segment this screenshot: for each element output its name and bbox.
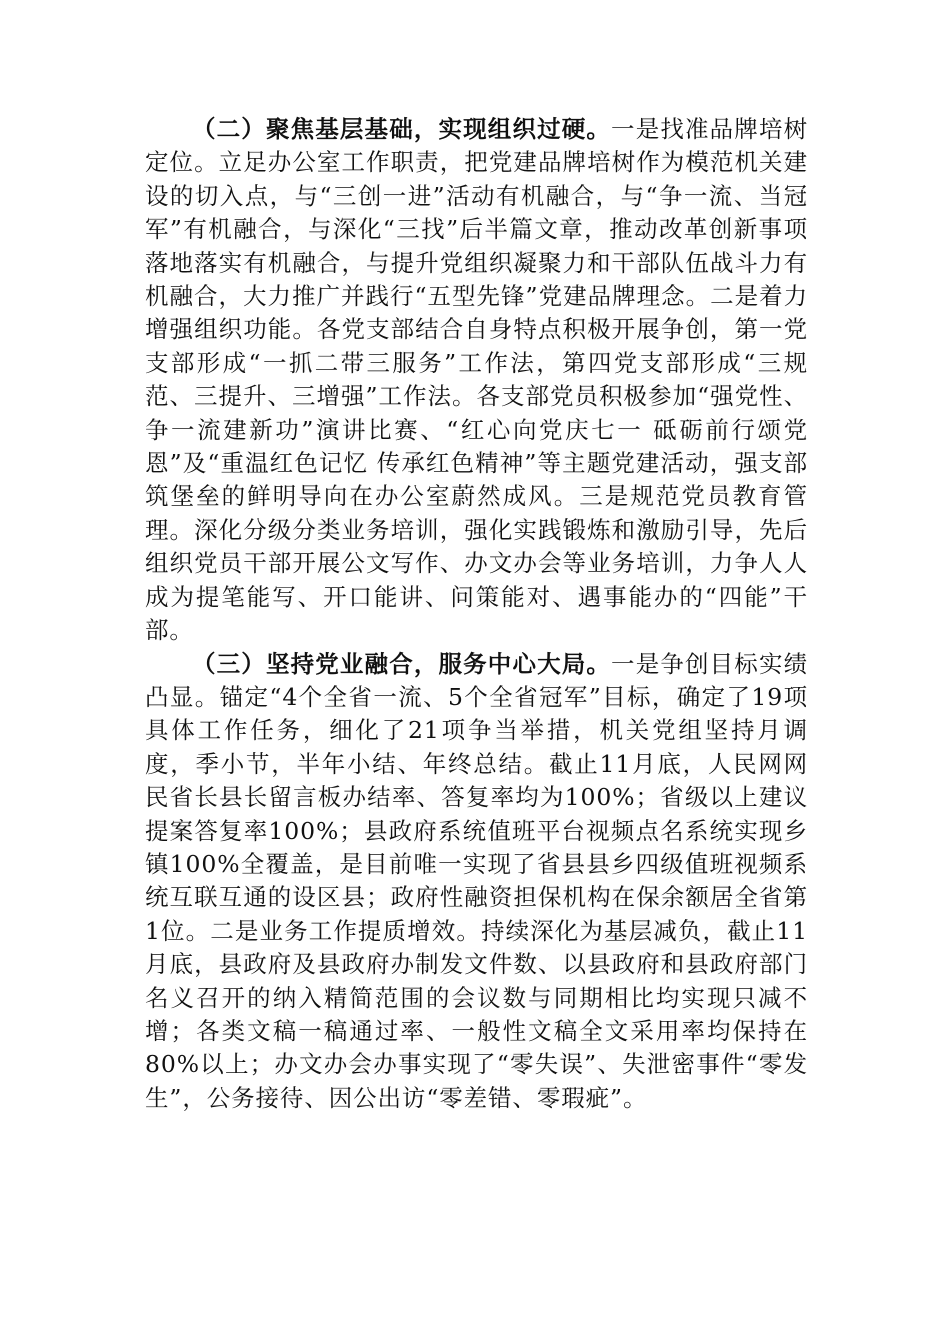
- paragraph-integration: [145, 648, 808, 1116]
- document-body: [145, 113, 808, 1115]
- paragraph-text: 一是争创目标实绩凸显。锚定“4个全省一流、5个全省冠军”目标，确定了19项具体工作任务，细化了21项争当举措，机关党组坚持月调度，季小节，半年小结、年终总结。截止11月底，人民网网民省长县长留言板办结率、答复率均为100%；省级以上建议提案答复率100%；县政府系统值班平台视频点名系统实现乡镇100%全覆盖，是目前唯一实现了省县县乡四级值班视频系统互联互通的设区县；政府性融资担保机构在保余额居全省第1位。二是业务工作提质增效。持续深化为基层减负，截止11月底，县政府及县政府办制发文件数、以县政府和县政府部门名义召开的纳入精简范围的会议数与同期相比均实现只减不增；各类文稿一稿通过率、一般性文稿全文采用率均保持在80%以上；办文办会办事实现了“零失误”、失泄密事件“零发生”，公务接待、因公出访“零差错、零瑕疵”。: [145, 649, 808, 1112]
- paragraph-organization: [145, 113, 808, 648]
- paragraph-heading: （三）坚持党业融合，服务中心大局。: [192, 649, 612, 678]
- paragraph-heading: （二）聚焦基层基础，实现组织过硬。: [192, 115, 612, 143]
- paragraph-text: 一是找准品牌培树定位。立足办公室工作职责，把党建品牌培树作为模范机关建设的切入点，与“三创一进”活动有机融合，与“争一流、当冠军”有机融合，与深化“三找”后半篇文章，推动改革创新事项落地落实有机融合，与提升党组织凝聚力和干部队伍战斗力有机融合，大力推广并践行“五型先锋”党建品牌理念。二是着力增强组织功能。各党支部结合自身特点积极开展争创，第一党支部形成“一抓二带三服务”工作法，第四党支部形成“三规范、三提升、三增强”工作法。各支部党员积极参加“强党性、争一流建新功”演讲比赛、“红心向党庆七一 砥砺前行颂党恩”及“重温红色记忆 传承红色精神”等主题党建活动，强支部筑堡垒的鲜明导向在办公室蔚然成风。三是规范党员教育管理。深化分级分类业务培训，强化实践锻炼和激励引导，先后组织党员干部开展公文写作、办文办会等业务培训，力争人人成为提笔能写、开口能讲、问策能对、遇事能办的“四能”干部。: [145, 115, 808, 645]
